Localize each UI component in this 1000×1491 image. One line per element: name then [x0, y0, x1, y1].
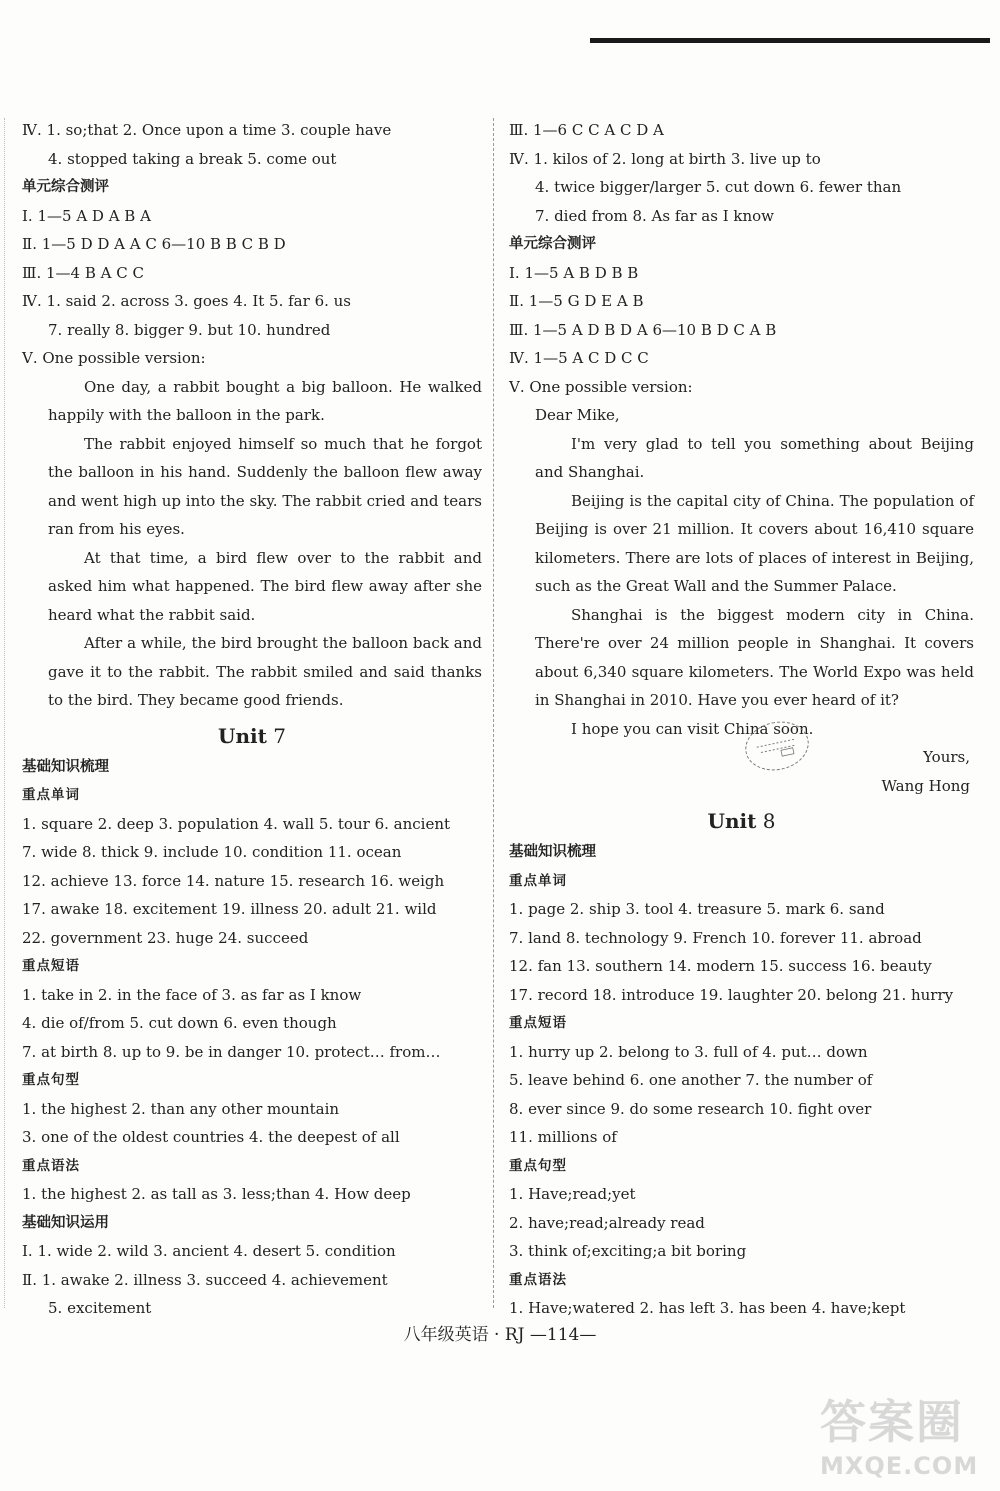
margin-binding-line	[4, 118, 5, 1308]
answer-line: Ⅳ. 1—5 A C D C C	[509, 349, 649, 367]
letter-greeting: Dear Mike,	[535, 406, 620, 424]
answer-line: 1. Have;watered 2. has left 3. has been 4. have;kept	[509, 1299, 906, 1317]
answer-line: Ⅴ. One possible version:	[509, 377, 693, 396]
answer-line: 1. page 2. ship 3. tool 4. treasure 5. mark 6. sand	[509, 900, 885, 918]
answer-line: 8. ever since 9. do some research 10. fight over	[509, 1099, 872, 1118]
section-heading: 单元综合测评	[22, 179, 109, 195]
letter-signature: Wang Hong	[881, 776, 970, 795]
answer-line: Ⅳ. 1. so;that 2. Once upon a time 3. couple have	[22, 121, 392, 139]
answer-line: Ⅱ. 1—5 D D A A C 6—10 B B C B D	[22, 235, 286, 253]
answer-line: 17. record 18. introduce 19. laughter 20. belong 21. hurry	[509, 985, 954, 1004]
subsection-heading: 重点单词	[22, 787, 80, 803]
answer-line: 7. land 8. technology 9. French 10. forever 11. abroad	[509, 928, 922, 947]
answer-line: 17. awake 18. excitement 19. illness 20. adult 21. wild	[22, 900, 437, 918]
answer-line: 7. wide 8. thick 9. include 10. condition 11. ocean	[22, 843, 402, 861]
answer-line: 7. really 8. bigger 9. but 10. hundred	[48, 320, 331, 339]
section-heading: 基础知识梳理	[22, 758, 109, 775]
answer-line: Ⅰ. 1. wide 2. wild 3. ancient 4. desert 5. condition	[22, 1242, 396, 1260]
answer-line: Ⅱ. 1. awake 2. illness 3. succeed 4. achievement	[22, 1270, 388, 1289]
letter-closing: Yours,	[923, 748, 970, 766]
answer-line: Ⅳ. 1. kilos of 2. long at birth 3. live up to	[509, 149, 821, 168]
essay-paragraph: Shanghai is the biggest modern city in China. There're over 24 million people in Shanghai. It covers about 6,340 square kilometers. The World Expo was held in Shanghai in 2010. Have you ever heard of it?	[535, 605, 974, 709]
answer-line: 1. Have;read;yet	[509, 1185, 636, 1203]
answer-line: Ⅱ. 1—5 G D E A B	[509, 292, 644, 310]
subsection-heading: 重点短语	[22, 958, 80, 974]
answer-line: 11. millions of	[509, 1128, 617, 1146]
page-footer: 八年级英语 · RJ —114—	[403, 1325, 597, 1345]
answer-line: 7. died from 8. As far as I know	[535, 206, 775, 225]
subsection-heading: 重点句型	[22, 1072, 80, 1088]
left-column	[22, 116, 482, 1323]
site-watermark	[820, 1392, 990, 1487]
answer-line: 1. hurry up 2. belong to 3. full of 4. put… down	[509, 1042, 868, 1061]
answer-line: 2. have;read;already read	[509, 1213, 705, 1232]
answer-line: Ⅲ. 1—4 B A C C	[22, 263, 144, 282]
answer-line: 1. the highest 2. than any other mountain	[22, 1099, 340, 1118]
top-rule	[590, 38, 990, 43]
section-heading: 基础知识梳理	[509, 844, 596, 860]
essay-paragraph: After a while, the bird brought the balloon back and gave it to the rabbit. The rabbit smiled and said thanks to the bird. They became good friends.	[48, 634, 482, 709]
answer-line: 3. one of the oldest countries 4. the deepest of all	[22, 1128, 400, 1146]
subsection-heading: 重点句型	[509, 1157, 567, 1174]
answer-line: 4. stopped taking a break 5. come out	[48, 149, 337, 168]
answer-line: Ⅲ. 1—6 C C A C D A	[509, 121, 664, 139]
right-column	[509, 116, 974, 1323]
section-heading: 单元综合测评	[509, 236, 596, 252]
watermark-logo: 答案圈	[820, 1395, 964, 1449]
essay-paragraph: Beijing is the capital city of China. The population of Beijing is over 21 million. It covers about 16,410 square kilometers. There are lots of places of interest in Beijing, such as the Great Wall and the Summer Palace.	[535, 491, 974, 595]
answer-line: 1. take in 2. in the face of 3. as far as I know	[22, 985, 362, 1004]
essay-paragraph: I'm very glad to tell you something about Beijing and Shanghai.	[535, 434, 974, 481]
answer-line: Ⅳ. 1. said 2. across 3. goes 4. It 5. far 6. us	[22, 292, 352, 310]
answer-line: 22. government 23. huge 24. succeed	[22, 928, 309, 947]
answer-line: 4. die of/from 5. cut down 6. even though	[22, 1014, 337, 1032]
essay-paragraph: At that time, a bird flew over to the rabbit and asked him what happened. The bird flew away after she heard what the rabbit said.	[48, 548, 482, 624]
answer-line: Ⅴ. One possible version:	[22, 349, 206, 367]
answer-line: 12. fan 13. southern 14. modern 15. success 16. beauty	[509, 957, 932, 975]
watermark-url: MXQE.COM	[820, 1452, 979, 1480]
section-heading: 基础知识运用	[22, 1214, 109, 1231]
answer-line: 4. twice bigger/larger 5. cut down 6. fewer than	[535, 178, 902, 196]
unit-title: Unit 8	[707, 809, 776, 833]
answer-line: 7. at birth 8. up to 9. be in danger 10. protect… from…	[22, 1042, 441, 1061]
answer-line: 1. the highest 2. as tall as 3. less;than 4. How deep	[22, 1185, 411, 1203]
answer-line: Ⅲ. 1—5 A D B D A 6—10 B D C A B	[509, 320, 777, 339]
answer-line: 12. achieve 13. force 14. nature 15. research 16. weigh	[22, 871, 445, 890]
essay-paragraph: One day, a rabbit bought a big balloon. He walked happily with the balloon in the park.	[48, 377, 482, 424]
stamp-mark-icon	[749, 726, 804, 766]
answer-line: Ⅰ. 1—5 A D A B A	[22, 206, 151, 225]
essay-paragraph: I hope you can visit China soon.	[571, 719, 814, 738]
answer-line: 5. excitement	[48, 1299, 152, 1317]
subsection-heading: 重点单词	[509, 872, 567, 889]
unit-title: Unit 7	[218, 723, 286, 748]
column-divider	[493, 118, 494, 1308]
answer-line: 1. square 2. deep 3. population 4. wall 5. tour 6. ancient	[22, 814, 451, 833]
subsection-heading: 重点语法	[509, 1271, 567, 1288]
subsection-heading: 重点短语	[509, 1015, 567, 1031]
subsection-heading: 重点语法	[22, 1157, 80, 1174]
answer-line: 3. think of;exciting;a bit boring	[509, 1242, 747, 1260]
answer-line: Ⅰ. 1—5 A B D B B	[509, 263, 639, 282]
answer-line: 5. leave behind 6. one another 7. the number of	[509, 1071, 873, 1089]
essay-paragraph: The rabbit enjoyed himself so much that he forgot the balloon in his hand. Suddenly the balloon flew away and went high up into the sky. The rabbit cried and tears ran from his eyes.	[48, 434, 482, 538]
